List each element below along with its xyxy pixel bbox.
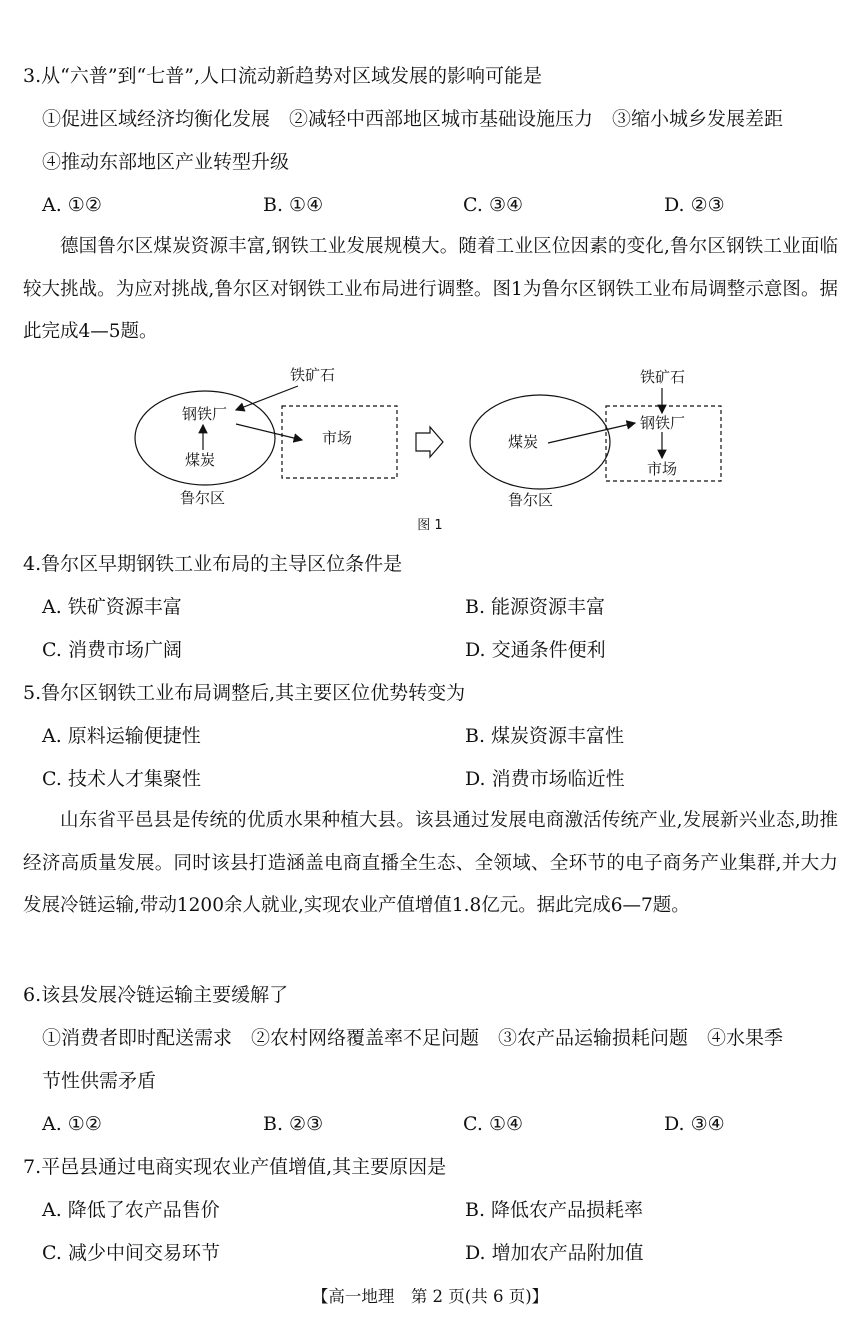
q3-option-c: C. ③④ <box>463 194 524 216</box>
q5-option-a: A. 原料运输便捷性 <box>42 725 201 747</box>
q7-option-b: B. 降低农产品损耗率 <box>465 1199 644 1221</box>
right-market-label: 市场 <box>647 460 678 478</box>
left-region-label: 鲁尔区 <box>180 489 226 507</box>
q7-option-c: C. 减少中间交易环节 <box>42 1242 220 1264</box>
q3-option-d: D. ②③ <box>664 194 725 216</box>
q4-stem: 4.鲁尔区早期钢铁工业布局的主导区位条件是 <box>23 553 403 575</box>
left-steel-plant-label: 钢铁厂 <box>182 405 228 423</box>
passage-ruhr: 德国鲁尔区煤炭资源丰富,钢铁工业发展规模大。随着工业区位因素的变化,鲁尔区钢铁工业面临较大挑战。为应对挑战,鲁尔区对钢铁工业布局进行调整。图1为鲁尔区钢铁工业布局调整示意图。据此完成4—5题。 <box>23 236 838 342</box>
q6-option-a: A. ①② <box>42 1113 102 1135</box>
q3-option-a: A. ①② <box>42 194 102 216</box>
left-coal-label: 煤炭 <box>185 451 216 469</box>
q5-option-c: C. 技术人才集聚性 <box>42 768 201 790</box>
q6-items-line2: 节性供需矛盾 <box>42 1070 157 1092</box>
q6-option-b: B. ②③ <box>263 1113 324 1135</box>
figure-caption: 图 1 <box>417 518 443 533</box>
transition-arrow-icon <box>416 427 443 457</box>
q4-option-c: C. 消费市场广阔 <box>42 639 182 661</box>
q3-items-line2: ④推动东部地区产业转型升级 <box>42 151 290 173</box>
figure-ruhr-steel-layout <box>130 358 730 523</box>
passage-pingyi: 山东省平邑县是传统的优质水果种植大县。该县通过发展电商激活传统产业,发展新兴业态,助推经济高质量发展。同时该县打造涵盖电商直播全生态、全领域、全环节的电子商务产业集群,并大力发展冷链运输,带动1200余人就业,实现农业产值增值1.8亿元。据此完成6—7题。 <box>23 810 838 916</box>
q6-stem: 6.该县发展冷链运输主要缓解了 <box>23 984 289 1006</box>
q4-option-d: D. 交通条件便利 <box>465 639 606 661</box>
q7-stem: 7.平邑县通过电商实现农业产值增值,其主要原因是 <box>23 1156 447 1178</box>
right-iron-ore-label: 铁矿石 <box>640 368 686 386</box>
right-steel-plant-label: 钢铁厂 <box>640 414 686 432</box>
q7-option-a: A. 降低了农产品售价 <box>42 1199 220 1221</box>
q6-option-d: D. ③④ <box>664 1113 725 1135</box>
q3-option-b: B. ①④ <box>263 194 324 216</box>
q6-items-line1: ①消费者即时配送需求 ②农村网络覆盖率不足问题 ③农产品运输损耗问题 ④水果季 <box>42 1027 784 1049</box>
left-market-label: 市场 <box>322 429 353 447</box>
q3-stem: 3.从“六普”到“七普”,人口流动新趋势对区域发展的影响可能是 <box>23 65 543 87</box>
q4-option-a: A. 铁矿资源丰富 <box>42 596 182 618</box>
left-iron-ore-label: 铁矿石 <box>290 366 336 384</box>
q7-option-d: D. 增加农产品附加值 <box>465 1242 644 1264</box>
page-footer: 【高一地理 第 2 页(共 6 页)】 <box>311 1287 549 1306</box>
q4-option-b: B. 能源资源丰富 <box>465 596 606 618</box>
right-ruhr-ellipse <box>470 395 610 489</box>
q5-stem: 5.鲁尔区钢铁工业布局调整后,其主要区位优势转变为 <box>23 682 466 704</box>
q5-option-d: D. 消费市场临近性 <box>465 768 625 790</box>
q3-items-line1: ①促进区域经济均衡化发展 ②减轻中西部地区城市基础设施压力 ③缩小城乡发展差距 <box>42 108 784 130</box>
right-region-label: 鲁尔区 <box>508 491 554 509</box>
q5-option-b: B. 煤炭资源丰富性 <box>465 725 625 747</box>
q6-option-c: C. ①④ <box>463 1113 524 1135</box>
right-coal-label: 煤炭 <box>508 433 539 451</box>
